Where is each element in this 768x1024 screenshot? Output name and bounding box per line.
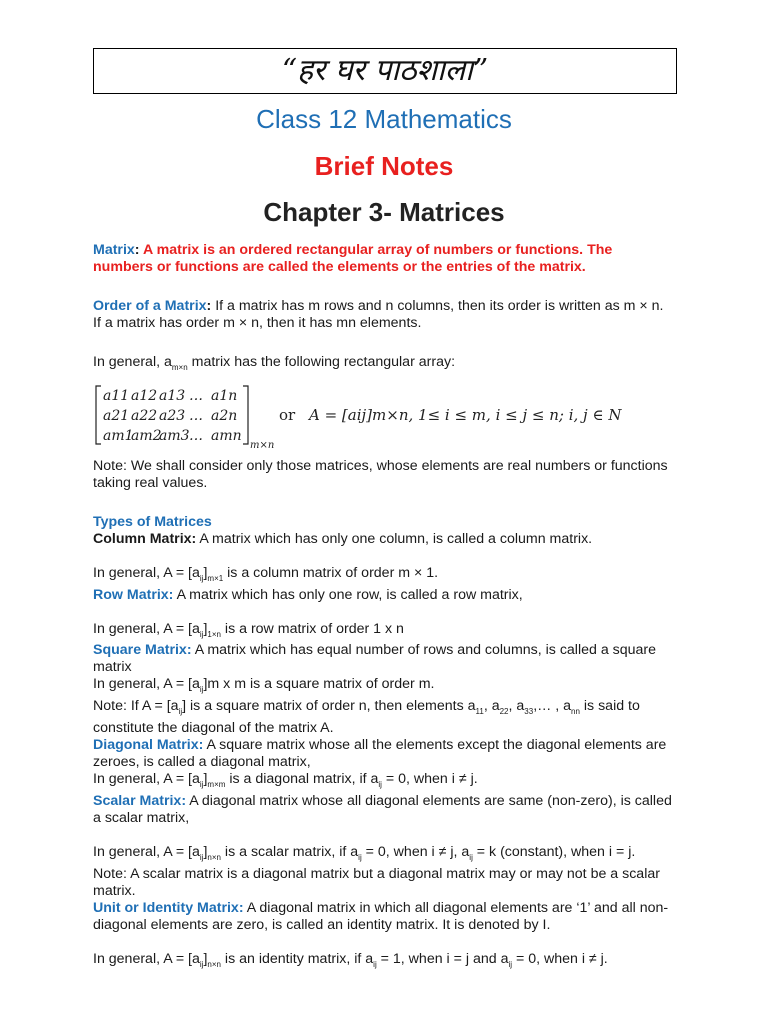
notes-title: Brief Notes [314, 151, 454, 181]
matrix-definition-text: A matrix is an ordered rectangular array of numbers or functions. The numbers or functions are called the elements or the entries of the matrix. [93, 242, 613, 275]
types-heading: Types of Matrices [93, 513, 212, 530]
class-title: Class 12 Mathematics [256, 104, 512, 134]
svg-text:amn: amn [211, 427, 242, 444]
scalar-matrix-definition: Scalar Matrix: A diagonal matrix whose all diagonal elements are same (non-zero), is called a scalar matrix, [93, 792, 672, 826]
scalar-matrix-note: Note: A scalar matrix is a diagonal matrix but a diagonal matrix may or may not be a scalar matrix. [93, 865, 660, 899]
row-matrix-general: In general, $A = [a_{ij}]_{1\times n}$ is a row matrix of order 1 x n [93, 620, 404, 639]
svg-text:…: … [189, 387, 203, 404]
svg-text:a1n: a1n [211, 387, 238, 404]
svg-text:a11: a11 [103, 387, 130, 404]
diagonal-matrix-definition: Diagonal Matrix: A square matrix whose all the elements except the diagonal elements are zeroes, is called a diagonal matrix, [93, 737, 667, 771]
diagonal-matrix-general: In general, $A = [a_{ij}]_{m\times m}$ is a diagonal matrix, if $a_{ij} = 0$, when i ≠ j. [93, 771, 478, 789]
svg-text:…: … [189, 427, 203, 444]
order-definition: Order of a Matrix: If a matrix has m rows and n columns, then its order is written as m × n. If a matrix has order m × n, then it has mn elements. [93, 298, 664, 331]
svg-text:a23: a23 [159, 407, 186, 424]
column-matrix-general: In general, $A = [a_{ij}]_{m\times 1}$ is a column matrix of order m × 1. [93, 564, 439, 583]
svg-text:am1: am1 [103, 427, 134, 444]
square-matrix-general: In general, $A = [a_{ij}]m$ x m is a square matrix of order m. [93, 676, 435, 695]
svg-text:a12: a12 [131, 387, 158, 404]
matrix-term: Matrix [93, 242, 135, 258]
svg-text:a13: a13 [159, 387, 186, 404]
svg-text:a22: a22 [131, 407, 158, 424]
scalar-matrix-general: In general, $A = [a_{ij}]_{n\times n}$ is a scalar matrix, if $a_{ij} = 0$, when i ≠ j, $a_{ij} = k$ (constant), when i = j. [93, 843, 636, 862]
notes-body [93, 242, 673, 973]
banner-text: “हर घर पाठशाला” [281, 53, 489, 88]
order-definition-text: If a matrix has m rows and n columns, then its order is written as m × n. If a matrix has order m × n, then it has mn elements. [93, 298, 664, 331]
svg-text:am2: am2 [131, 427, 162, 444]
identity-matrix-general: In general, $A = [a_{ij}]_{n\times n}$ is an identity matrix, if $a_{ij} = 1$, when i = j and $a_{ij} = 0$, when i ≠ j. [93, 950, 608, 969]
column-matrix-definition: Column Matrix: A matrix which has only one column, is called a column matrix. [93, 530, 593, 547]
matrix-figure [93, 382, 673, 454]
note-real-values: Note: We shall consider only those matrices, whose elements are real numbers or functions taking real values. [93, 457, 668, 491]
identity-matrix-definition: Unit or Identity Matrix: A diagonal matrix in which all diagonal elements are ‘1’ and all non-diagonal elements are zero, is called an identity matrix. It is denoted by I. [93, 899, 669, 933]
chapter-title: Chapter 3- Matrices [263, 197, 505, 227]
svg-text:a21: a21 [103, 407, 130, 424]
matrix-definition: Matrix: A matrix is an ordered rectangular array of numbers or functions. The numbers or functions are called the elements or the entries of the matrix. [93, 242, 613, 275]
svg-text:am3: am3 [159, 427, 190, 444]
title-banner [93, 48, 677, 94]
general-intro: In general, $a_{m\times n}$ matrix has the following rectangular array: [93, 354, 456, 372]
svg-text:a2n: a2n [211, 407, 238, 424]
row-matrix-definition: Row Matrix: A matrix which has only one row, is called a row matrix, [93, 586, 523, 603]
square-matrix-definition: Square Matrix: A matrix which has equal number of rows and columns, is called a square matrix [93, 642, 657, 676]
order-term: Order of a Matrix [93, 298, 207, 314]
svg-text:…: … [189, 407, 203, 424]
svg-text:A = [aij]m×n, 1≤ i ≤ m, i ≤ j: A = [aij]m×n, 1≤ i ≤ m, i ≤ j ≤ n; i, j ∈ N [309, 405, 622, 424]
svg-text:m×n: m×n [250, 439, 275, 451]
square-matrix-note: Note: If $A = [a_{ij}]$ is a square matrix of order n, then elements $a_{11}$, $a_{22}$, $a_{33},\dots$ , $a_{nn}$ is said to constitute the diagonal of the matrix A. [93, 698, 640, 737]
svg-text:or: or [279, 405, 296, 424]
